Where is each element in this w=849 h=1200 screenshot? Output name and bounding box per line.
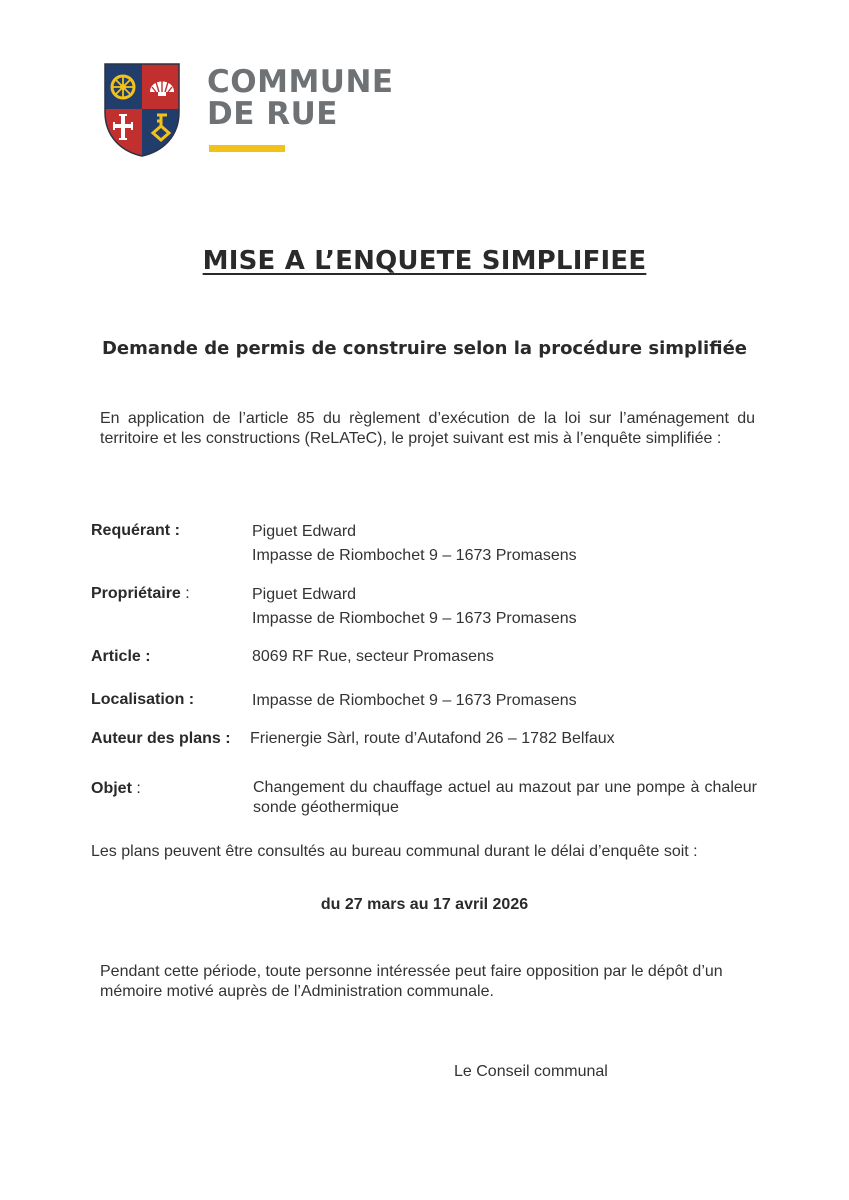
requerant-address: Impasse de Riombochet 9 – 1673 Promasens — [252, 547, 577, 564]
coat-of-arms-icon — [101, 60, 183, 158]
proprietaire-value — [252, 583, 577, 631]
objet-label — [91, 780, 141, 798]
intro-paragraph: En application de l’article 85 du règlement d’exécution de la loi sur l’aménagement du territoire et les constructions (ReLATeC), le projet suivant est mis à l’enquête simplifiée : — [100, 410, 755, 447]
requerant-label: Requérant : — [91, 522, 180, 539]
commune-name-line1: COMMUNE — [207, 64, 394, 100]
proprietaire-label-text: Propriétaire — [91, 585, 181, 602]
proprietaire-name: Piguet Edward — [252, 586, 357, 603]
accent-bar — [209, 145, 285, 152]
proprietaire-label-colon: : — [180, 585, 190, 602]
article-value: 8069 RF Rue, secteur Promasens — [252, 648, 494, 665]
auteur-label: Auteur des plans : — [91, 730, 231, 747]
document-title: MISE A L’ENQUETE SIMPLIFIEE — [202, 246, 647, 276]
localisation-value: Impasse de Riombochet 9 – 1673 Promasens — [252, 692, 577, 709]
signature: Le Conseil communal — [454, 1063, 608, 1080]
commune-name — [207, 66, 394, 130]
document-subtitle: Demande de permis de construire selon la procédure simplifiée — [101, 338, 747, 359]
objet-label-text: Objet — [91, 780, 132, 797]
requerant-value — [252, 520, 577, 568]
localisation-label: Localisation : — [91, 691, 195, 708]
closing-paragraph: Pendant cette période, toute personne intéressée peut faire opposition par le dépôt d’un mémoire motivé auprès de l’Administration communale. — [100, 963, 723, 1000]
enquiry-period: du 27 mars au 17 avril 2026 — [320, 896, 529, 913]
objet-label-colon: : — [131, 780, 141, 797]
article-label: Article : — [91, 648, 151, 665]
commune-name-line2: DE RUE — [207, 96, 338, 132]
proprietaire-label — [91, 585, 190, 603]
proprietaire-address: Impasse de Riombochet 9 – 1673 Promasens — [252, 610, 577, 627]
consultation-text: Les plans peuvent être consultés au bureau communal durant le délai d’enquête soit : — [91, 843, 698, 860]
auteur-value: Frienergie Sàrl, route d’Autafond 26 – 1782 Belfaux — [250, 730, 615, 747]
requerant-name: Piguet Edward — [252, 523, 357, 540]
objet-value: Changement du chauffage actuel au mazout par une pompe à chaleur sonde géothermique — [253, 779, 757, 816]
